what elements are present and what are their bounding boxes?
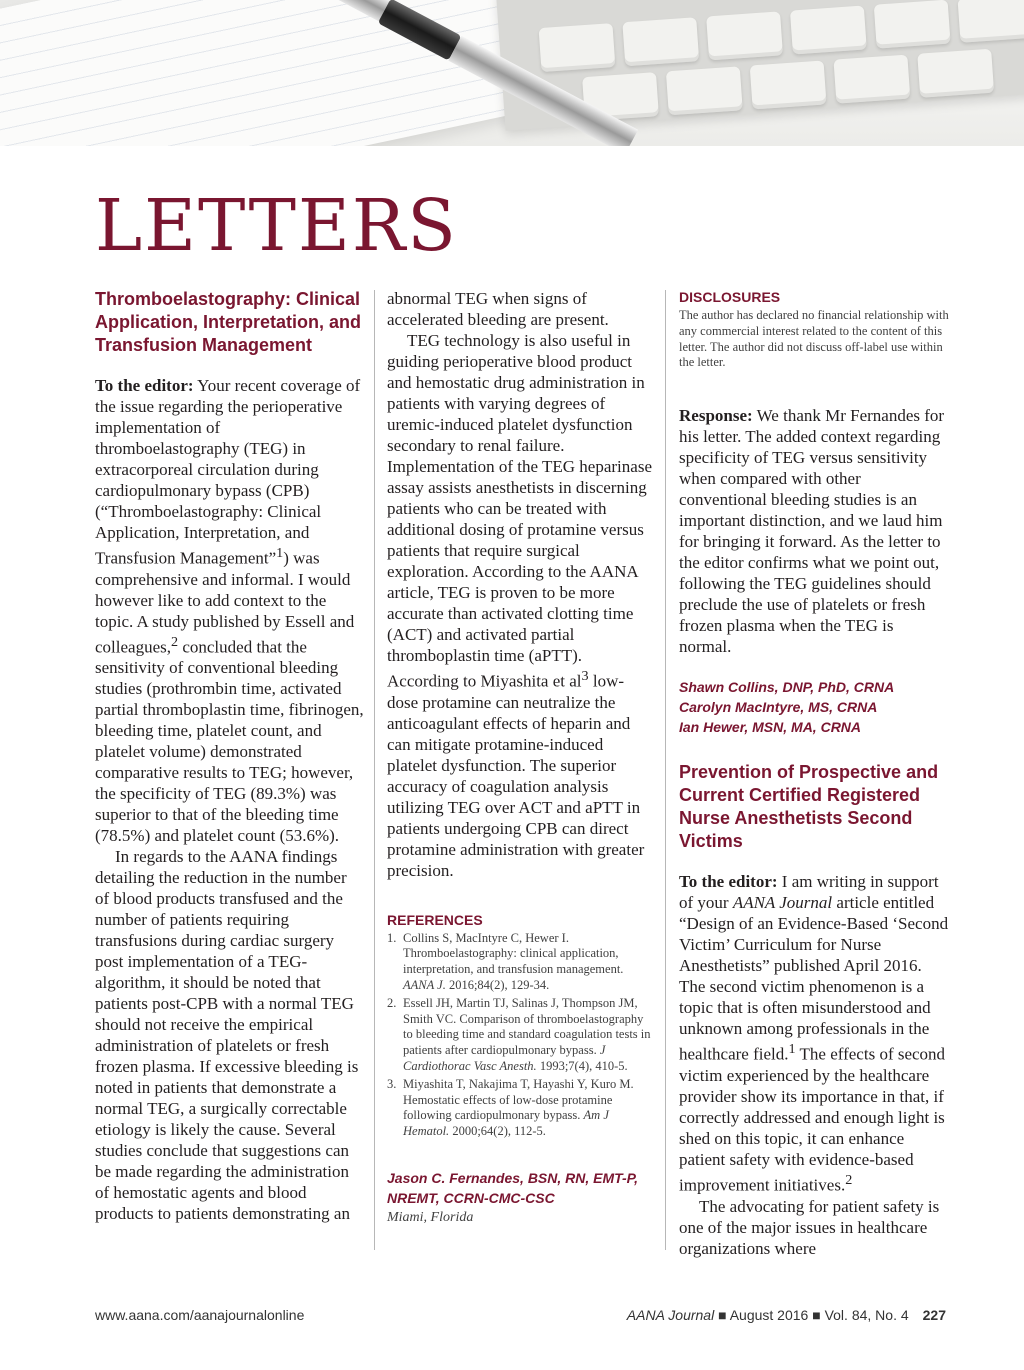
response-author: Carolyn MacIntyre, MS, CRNA <box>679 699 878 716</box>
paragraph-text: I am writing in support of your <box>679 872 939 913</box>
paragraph-text: We thank Mr Fernandes for his letter. The added context regarding specificity of TEG versus sensitivity when compared with other conventional bleeding studies is an important distinction, and we laud him for bringing it forward. As the letter to the editor confirms what we point out, following the TEG guidelines should preclude the use of platelets or fresh frozen plasma when the TEG is normal. <box>679 406 945 657</box>
column-2 <box>387 288 652 1226</box>
salutation: To the editor: <box>95 376 194 395</box>
author-location: Miami, Florida <box>387 1210 474 1226</box>
header-photo <box>0 0 1024 146</box>
journal-name: AANA Journal <box>626 1307 715 1323</box>
reference-text: 2016;84(2), 129-34. <box>445 978 550 993</box>
issue-date: August 2016 <box>729 1307 809 1323</box>
citation-ref: 2 <box>171 633 179 650</box>
response-author: Shawn Collins, DNP, PhD, CRNA <box>679 679 895 696</box>
references-heading: REFERENCES <box>387 911 483 928</box>
article-heading: Prevention of Prospective and Current Certified Registered Nurse Anesthetists Second Victims <box>679 762 939 852</box>
journal-name: J Cardiothorac Vasc Anesth. <box>403 1043 606 1074</box>
column-divider <box>374 290 375 1250</box>
separator-square: ■ <box>718 1307 727 1323</box>
reference-text: Miyashita T, Nakajima T, Hayashi Y, Kuro M. Hemostatic effects of low-dose protamine following cardiopulmonary bypass. <box>403 1076 634 1123</box>
reference-number: 3. <box>387 1076 397 1091</box>
column-3 <box>679 288 949 1259</box>
volume-number: Vol. 84, No. 4 <box>824 1307 909 1323</box>
reference-number: 1. <box>387 930 397 945</box>
letter-paragraph <box>387 330 652 881</box>
paragraph-text: low-dose protamine can neutralize the anticoagulant effects of heparin and can mitigate protamine-induced platelet dysfunction. The superior accuracy of coagulation analysis utilizing TEG over ACT and aPTT in patients undergoing CPB can direct protamine administration with greater precision. <box>387 671 645 880</box>
salutation: To the editor: <box>679 872 778 892</box>
section-title: LETTERS <box>95 184 458 267</box>
column-divider <box>665 290 666 1250</box>
letter-paragraph <box>679 871 949 1195</box>
reference-text: 2000;64(2), 112-5. <box>449 1124 546 1139</box>
response-label: Response: <box>679 406 753 426</box>
citation-ref: 2 <box>845 1171 853 1188</box>
article-heading: Thromboelastography: Clinical Application, Interpretation, and Transfusion Management <box>95 289 362 355</box>
letter-paragraph: abnormal TEG when signs of accelerated bleeding are present. <box>387 289 609 329</box>
journal-url[interactable]: www.aana.com/aanajournalonline <box>95 1307 305 1323</box>
reference-item <box>387 1077 652 1140</box>
journal-name: AANA Journal <box>732 893 833 913</box>
pen-image <box>280 0 640 146</box>
reference-item <box>387 931 652 994</box>
letter-paragraph: The advocating for patient safety is one of the major issues in healthcare organizations where <box>679 1196 940 1258</box>
letter-paragraph <box>95 375 365 846</box>
citation-ref: 1 <box>788 1041 796 1058</box>
reference-text: Collins S, MacIntyre C, Hewer I. Thromboelastography: clinical application, interpretation, and transfusion management. <box>403 930 624 977</box>
page-number: 227 <box>922 1307 946 1323</box>
paragraph-text: ) was comprehensive and informal. I would however like to add context to the topic. A study published by Essell and colleagues, <box>95 548 355 657</box>
citation-ref: 1 <box>276 545 284 561</box>
paragraph-text: Your recent coverage of the issue regarding the perioperative implementation of thromboelastography (TEG) in extracorporeal circulation during cardiopulmonary bypass (CPB) (“Thromboelastography: Clinical Application, Interpretation, and Transfusion Management” <box>95 376 361 568</box>
reference-number: 2. <box>387 995 397 1010</box>
journal-info <box>627 1307 946 1323</box>
reference-text: 1993;7(4), 410-5. <box>536 1059 628 1074</box>
paragraph-text: TEG technology is also useful in guiding perioperative blood product and hemostatic drug administration in patients with varying degrees of uremic-induced platelet dysfunction secondary to renal failure. Implementation of the TEG heparinase assay assists anesthetists in discerning patients who can be treated with additional dosing of protamine versus patients that require surgical exploration. According to the AANA article, TEG is proven to be more accurate than activated clotting time (ACT) and activated partial thromboplastin time (aPTT). According to Miyashita et al <box>387 331 652 691</box>
paragraph-text: The effects of second victim experienced by the healthcare provider show its importance in that, if correctly addressed and enough light is shed on this topic, it can enhance patient safety with evidence-based improvement initiatives. <box>679 1044 946 1195</box>
disclosures-text: The author has declared no financial relationship with any commercial interest related to the content of this letter. The author did not discuss off-label use within the letter. <box>679 308 949 370</box>
letter-author: Jason C. Fernandes, BSN, RN, EMT-P, NREMT, CCRN-CMC-CSC <box>387 1170 639 1207</box>
reference-item <box>387 996 652 1075</box>
disclosures-heading: DISCLOSURES <box>679 289 781 305</box>
references-list <box>387 931 652 1140</box>
column-1 <box>95 288 365 1224</box>
letter-paragraph: In regards to the AANA findings detailing the reduction in the number of blood products transfused and the number of patients requiring transfusions during cardiac surgery post implementation of a TEG-algorithm, it should be noted that patients post-CPB with a normal TEG should not receive the empirical administration of platelets or fresh frozen plasma. If excessive bleeding is noted in patients that demonstrate a normal TEG, a surgically correctable etiology is likely the cause. Several studies conclude that suggestions can be made regarding the administration of hemostatic agents and blood products to patients demonstrating an <box>95 847 359 1224</box>
response-author: Ian Hewer, MSN, MA, CRNA <box>679 719 862 736</box>
response-paragraph <box>679 405 949 657</box>
journal-name: AANA J. <box>403 978 446 993</box>
citation-ref: 3 <box>581 668 589 684</box>
paragraph-text: article entitled “Design of an Evidence-Based ‘Second Victim’ Curriculum for Nurse Anesthetists” published April 2016. The second victim phenomenon is a topic that is often misunderstood and unknown among professionals in the healthcare field. <box>679 893 949 1064</box>
separator-square: ■ <box>812 1307 821 1323</box>
paragraph-text: concluded that the sensitivity of conventional bleeding studies (prothrombin time, activated partial thromboplastin time, fibrinogen, bleeding time, platelet count, and platelet volume) demonstrated comparative results to TEG; however, the specificity of TEG (89.3%) was superior to that of the bleeding time (78.5%) and platelet count (53.6%). <box>95 637 364 846</box>
reference-text: Essell JH, Martin TJ, Salinas J, Thompson JM, Smith VC. Comparison of thromboelastography to bleeding time and standard coagulation tests in patients after cardiopulmonary bypass. <box>403 995 651 1058</box>
journal-name: Am J Hematol. <box>403 1108 609 1139</box>
